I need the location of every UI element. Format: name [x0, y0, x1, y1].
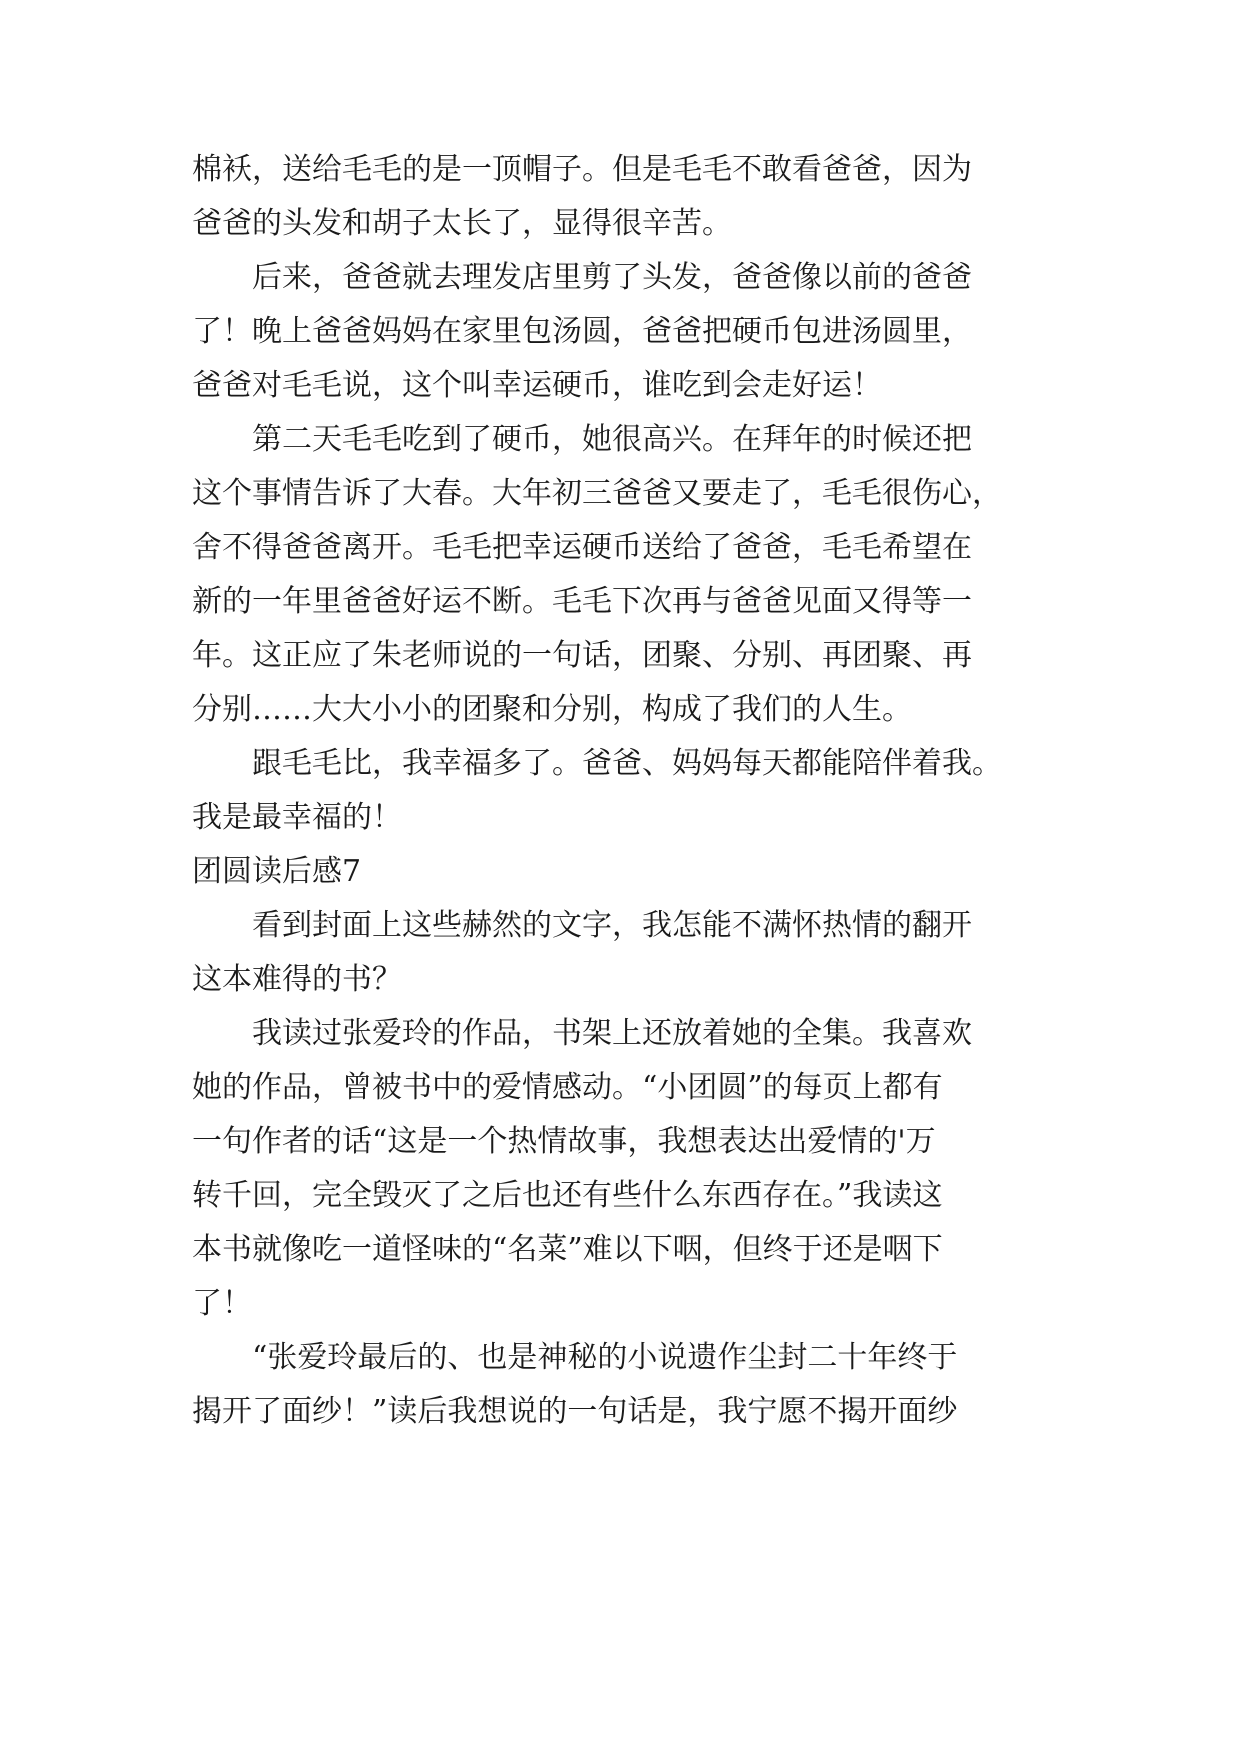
paragraph-start: 我读过张爱玲的作品，书架上还放着她的全集。我喜欢: [252, 1016, 972, 1051]
text-line: 爸爸对毛毛说，这个叫幸运硬币，谁吃到会走好运！: [192, 368, 882, 403]
paragraph-start: 后来，爸爸就去理发店里剪了头发，爸爸像以前的爸爸: [252, 260, 972, 295]
text-line: 转千回，完全毁灭了之后也还有些什么东西存在。”我读这: [192, 1178, 943, 1213]
text-line: 一句作者的话“这是一个热情故事，我想表达出爱情的'万: [192, 1124, 936, 1159]
text-line: 这个事情告诉了大春。大年初三爸爸又要走了，毛毛很伤心，: [192, 476, 1002, 511]
text-line: 本书就像吃一道怪味的“名菜”难以下咽，但终于还是咽下: [192, 1232, 943, 1267]
text-line: 棉袄，送给毛毛的是一顶帽子。但是毛毛不敢看爸爸，因为: [192, 152, 972, 187]
text-line: 揭开了面纱！”读后我想说的一句话是，我宁愿不揭开面纱: [192, 1394, 958, 1429]
section-heading: 团圆读后感7: [192, 854, 362, 889]
text-line: 了！晚上爸爸妈妈在家里包汤圆，爸爸把硬币包进汤圆里，: [192, 314, 972, 349]
text-line: 爸爸的头发和胡子太长了，显得很辛苦。: [192, 206, 732, 241]
paragraph-start: 第二天毛毛吃到了硬币，她很高兴。在拜年的时候还把: [252, 422, 972, 457]
text-line: 分别……大大小小的团聚和分别，构成了我们的人生。: [192, 692, 912, 727]
text-line: 年。这正应了朱老师说的一句话，团聚、分别、再团聚、再: [192, 638, 972, 673]
text-line: 我是最幸福的！: [192, 800, 402, 835]
text-line: 她的作品，曾被书中的爱情感动。“小团圆”的每页上都有: [192, 1070, 943, 1105]
text-line: 这本难得的书？: [192, 962, 402, 997]
paragraph-start: “张爱玲最后的、也是神秘的小说遗作尘封二十年终于: [252, 1340, 958, 1375]
text-line: 了！: [192, 1286, 252, 1321]
paragraph-start: 跟毛毛比，我幸福多了。爸爸、妈妈每天都能陪伴着我。: [252, 746, 1002, 781]
paragraph-start: 看到封面上这些赫然的文字，我怎能不满怀热情的翻开: [252, 908, 972, 943]
text-line: 舍不得爸爸离开。毛毛把幸运硬币送给了爸爸，毛毛希望在: [192, 530, 972, 565]
text-line: 新的一年里爸爸好运不断。毛毛下次再与爸爸见面又得等一: [192, 584, 972, 619]
